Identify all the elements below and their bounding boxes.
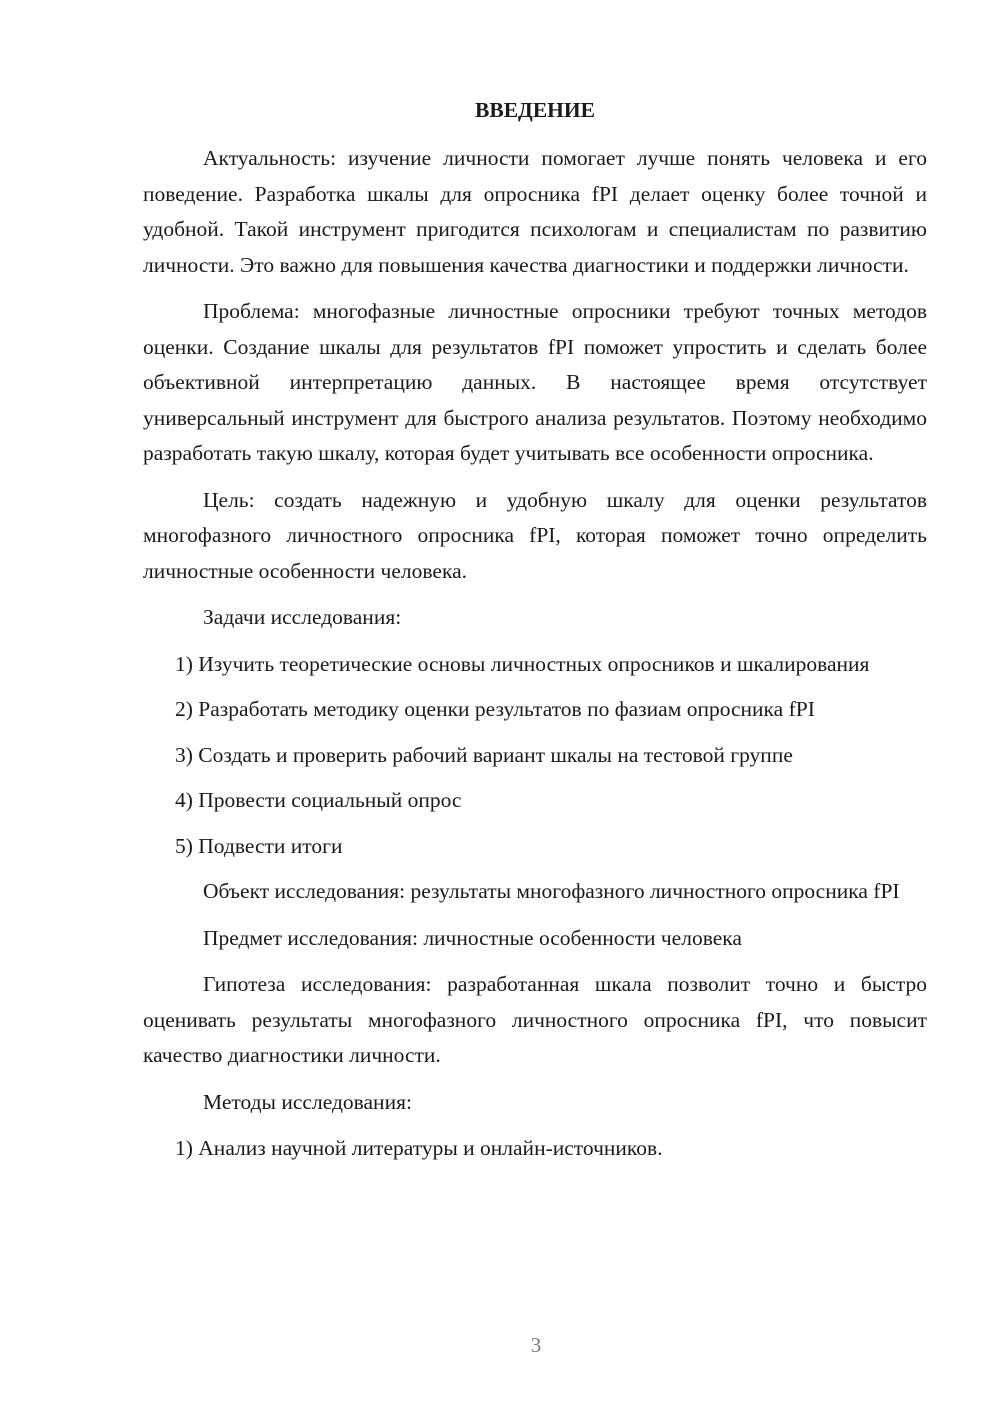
relevance-paragraph: Актуальность: изучение личности помогает лучше понять человека и его поведение. Разработка шкалы для опросника fPI делает оценку более точной и удобной. Такой инструмент пригодится психологам и специалистам по развитию личности. Это важно для повышения качества диагностики и поддержки личности. [143,146,927,277]
task-item-3: 3) Создать и проверить рабочий вариант шкалы на тестовой группе [175,742,793,767]
method-item-1: 1) Анализ научной литературы и онлайн-источников. [175,1136,663,1160]
subject-paragraph: Предмет исследования: личностные особенности человека [203,925,742,950]
document-page [143,92,927,1177]
page-number: 3 [530,1333,542,1357]
task-item-4: 4) Провести социальный опрос [175,788,462,812]
problem-paragraph: Проблема: многофазные личностные опросники требуют точных методов оценки. Создание шкалы для результатов fPI поможет упростить и сделать более объективной интерпретацию данных. В настоящее время отсутствует универсальный инструмент для быстрого анализа результатов. Поэтому необходимо разработать такую шкалу, которая будет учитывать все особенности опросника. [143,299,927,465]
task-item-1: 1) Изучить теоретические основы личностных опросников и шкалирования [175,651,870,676]
section-heading: ВВЕДЕНИЕ [475,98,595,122]
task-item-2: 2) Разработать методику оценки результатов по фазиам опросника fPI [175,697,815,721]
tasks-title: Задачи исследования: [203,605,402,629]
methods-title: Методы исследования: [203,1089,412,1114]
task-item-5: 5) Подвести итоги [175,833,343,858]
object-paragraph: Объект исследования: результаты многофазного личностного опросника fPI [203,879,900,903]
hypothesis-paragraph: Гипотеза исследования: разработанная шкала позволит точно и быстро оценивать результаты многофазного личностного опросника fPI, что повысит качество диагностики личности. [143,972,927,1067]
goal-paragraph: Цель: создать надежную и удобную шкалу для оценки результатов многофазного личностного опросника fPI, которая поможет точно определить личностные особенности человека. [143,487,927,583]
